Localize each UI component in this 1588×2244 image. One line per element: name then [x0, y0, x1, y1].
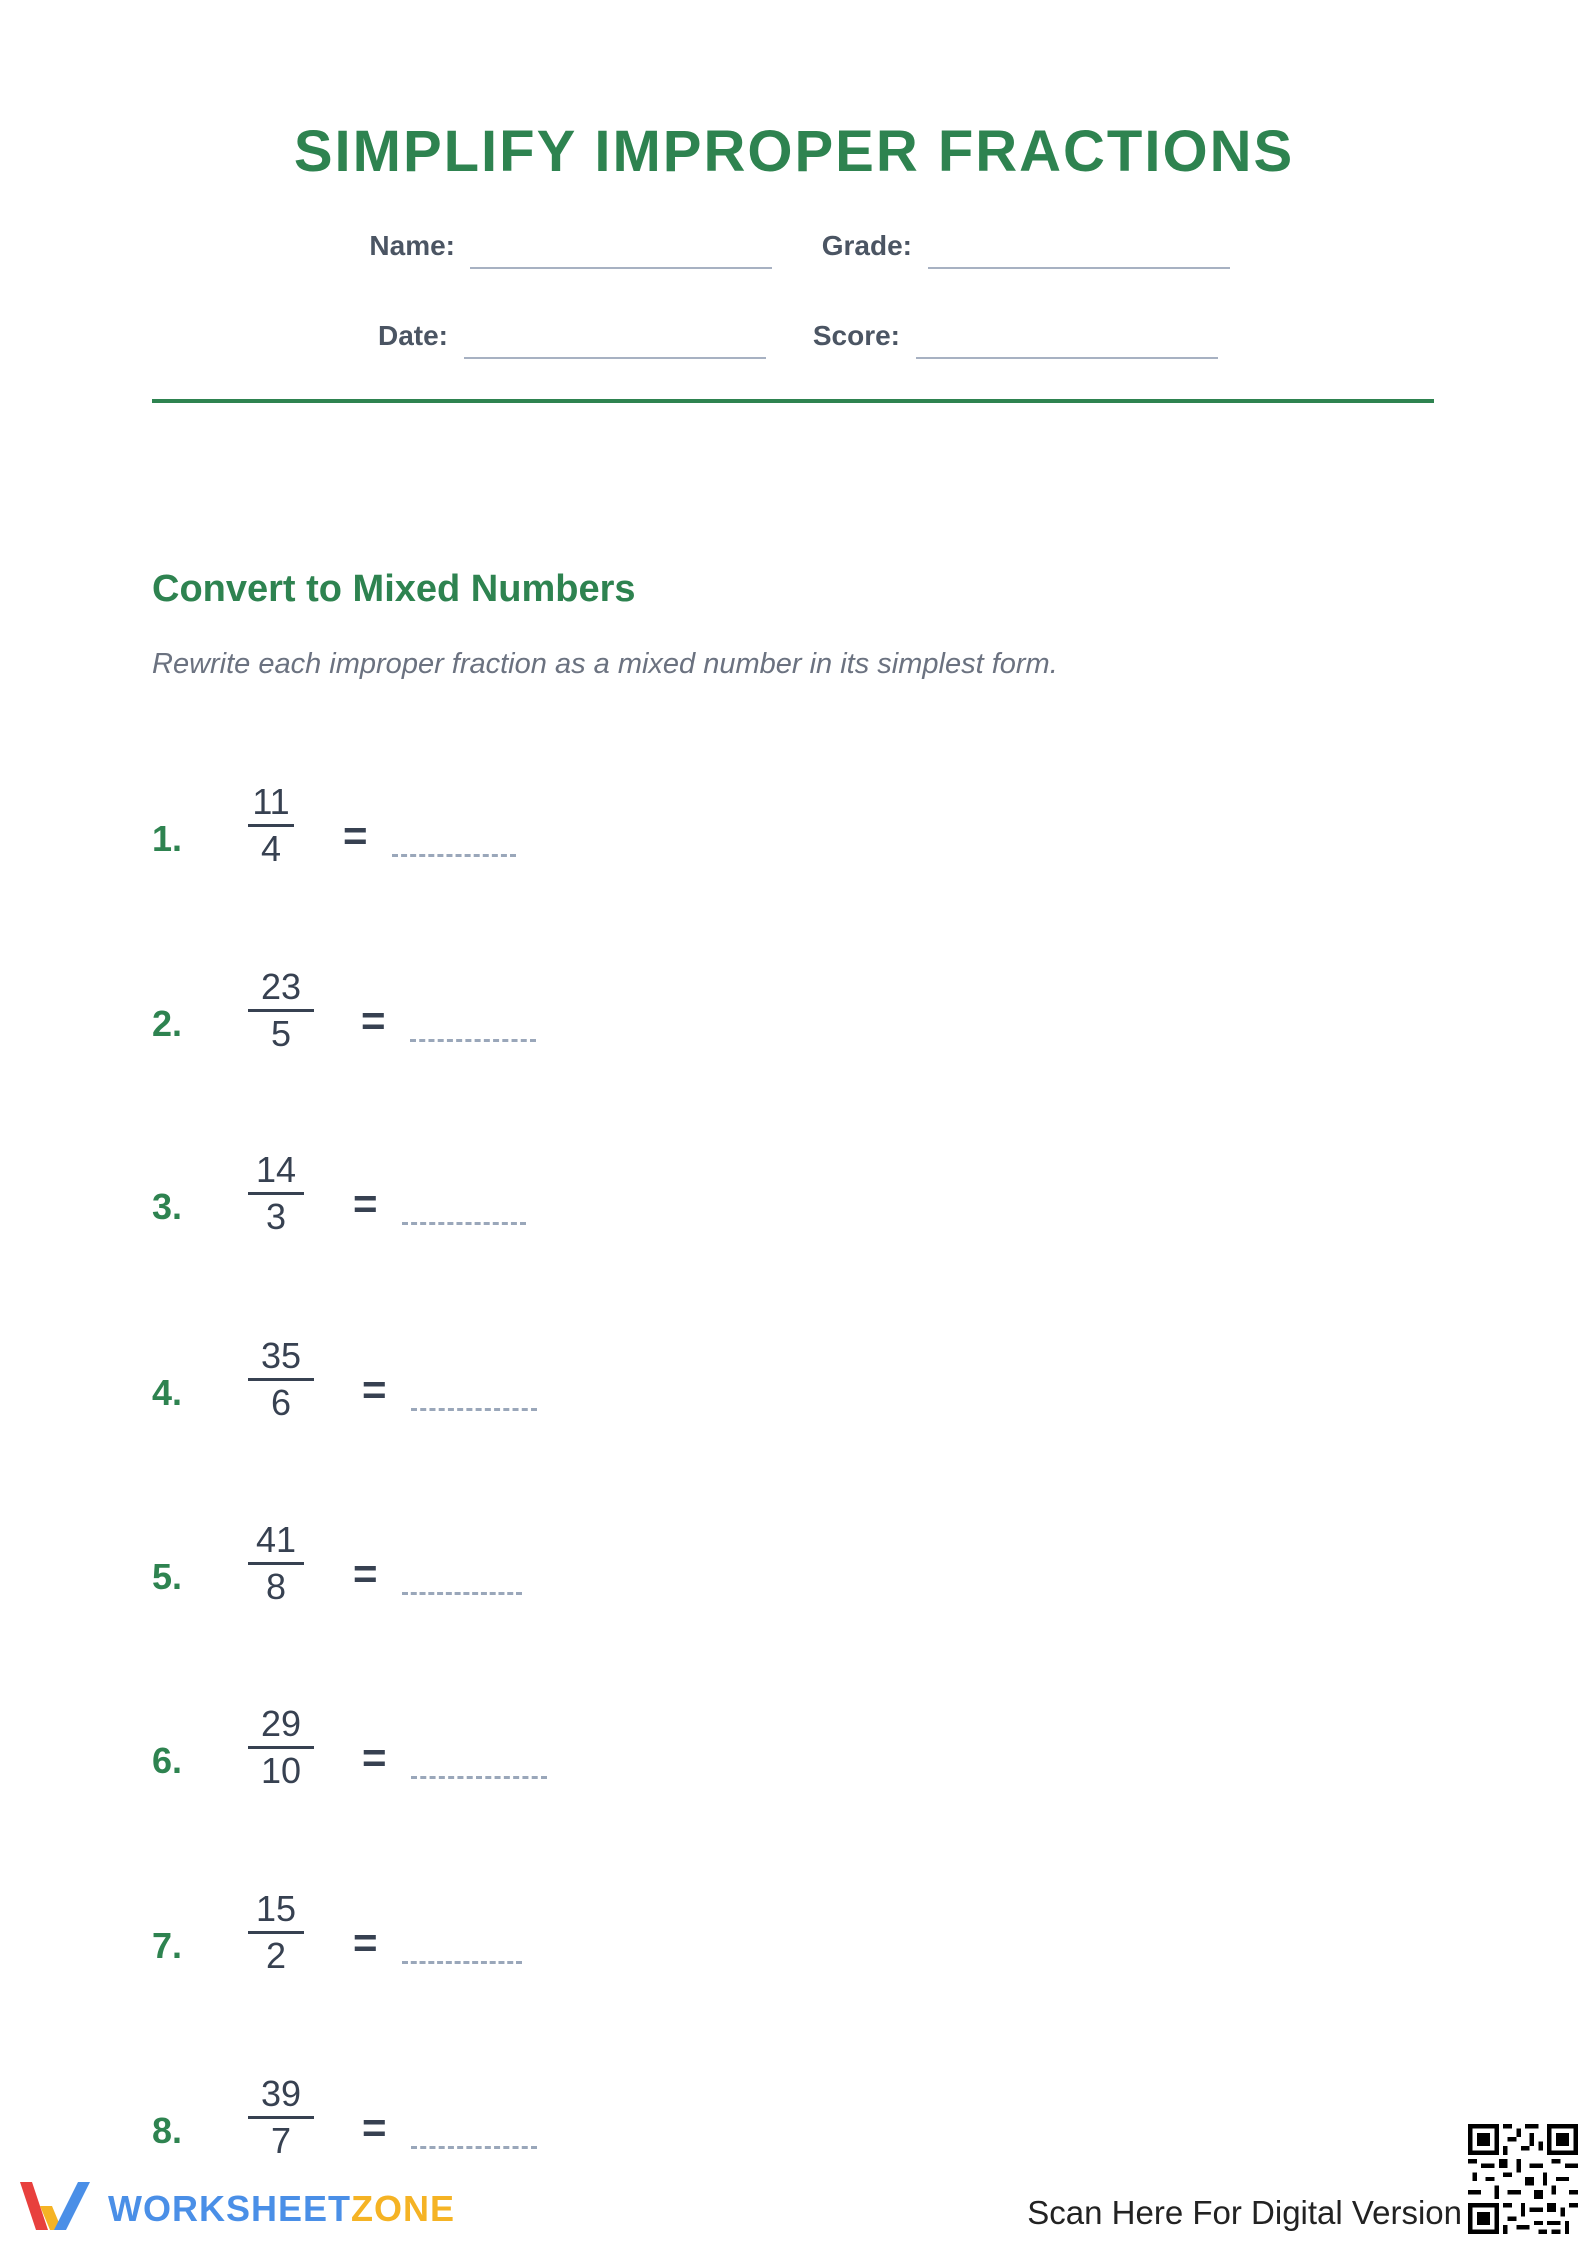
fraction — [248, 1150, 304, 1237]
problem-item — [0, 1150, 800, 1270]
numerator: 35 — [260, 1335, 302, 1376]
equals-sign: = — [353, 1550, 378, 1597]
answer-blank[interactable] — [411, 1776, 547, 1779]
fraction-bar — [248, 1562, 304, 1565]
problem-item — [0, 1336, 800, 1456]
brand-part2: ZONE — [351, 2188, 456, 2229]
brand-wordmark — [108, 2188, 455, 2230]
equals-sign: = — [362, 1366, 387, 1413]
score-label: Score: — [812, 320, 900, 351]
problem-number: 2. — [152, 1003, 183, 1044]
numerator: 23 — [260, 966, 302, 1007]
fraction-bar — [248, 1378, 314, 1381]
numerator: 39 — [260, 2073, 302, 2114]
numerator: 29 — [260, 1703, 302, 1744]
fraction-bar — [248, 2116, 314, 2119]
denominator: 8 — [265, 1566, 287, 1607]
name-label: Name: — [369, 230, 455, 261]
equals-sign: = — [353, 1180, 378, 1227]
problem-number: 7. — [152, 1925, 183, 1966]
denominator: 10 — [260, 1750, 302, 1791]
problem-number: 4. — [152, 1372, 183, 1413]
equals-sign: = — [362, 1734, 387, 1781]
equals-sign: = — [362, 2104, 387, 2151]
problem-item — [0, 1889, 800, 2009]
equals-sign: = — [343, 812, 368, 859]
answer-blank[interactable] — [411, 2146, 537, 2149]
section-instructions: Rewrite each improper fraction as a mixed number in its simplest form. — [152, 648, 1058, 680]
problem-number: 1. — [152, 818, 183, 859]
fraction-bar — [248, 1009, 314, 1012]
date-label-box — [300, 318, 448, 358]
fraction-bar — [248, 1746, 314, 1749]
answer-blank[interactable] — [402, 1592, 522, 1595]
numerator: 15 — [255, 1888, 297, 1929]
denominator: 5 — [270, 1013, 292, 1054]
fraction — [248, 1704, 314, 1791]
date-label: Date: — [377, 320, 448, 351]
numerator: 41 — [255, 1519, 297, 1560]
numerator: 11 — [252, 781, 290, 822]
answer-blank[interactable] — [402, 1961, 522, 1964]
grade-field[interactable] — [928, 267, 1230, 269]
denominator: 7 — [270, 2120, 292, 2161]
denominator: 6 — [270, 1382, 292, 1423]
score-label-box — [760, 318, 900, 358]
fraction-bar — [248, 1931, 304, 1934]
problem-item — [0, 1704, 800, 1824]
qr-code-icon[interactable] — [1468, 2124, 1578, 2234]
problem-item — [0, 1520, 800, 1640]
grade-label: Grade: — [821, 230, 912, 261]
fraction-bar — [248, 1192, 304, 1195]
problem-item — [0, 2074, 800, 2194]
header-divider — [152, 399, 1434, 403]
denominator: 2 — [265, 1935, 287, 1976]
fraction — [248, 967, 314, 1054]
score-field[interactable] — [916, 357, 1218, 359]
answer-blank[interactable] — [411, 1408, 537, 1411]
grade-label-box — [760, 228, 912, 268]
fraction-bar — [248, 824, 294, 827]
brand-part1: WORKSHEET — [108, 2188, 351, 2229]
fraction — [248, 1336, 314, 1423]
denominator: 4 — [260, 828, 282, 869]
problem-item — [0, 782, 800, 902]
problem-number: 5. — [152, 1556, 183, 1597]
name-label-box — [300, 228, 455, 268]
answer-blank[interactable] — [392, 854, 516, 857]
fraction — [248, 782, 294, 869]
answer-blank[interactable] — [410, 1039, 536, 1042]
problem-number: 3. — [152, 1186, 183, 1227]
scan-caption: Scan Here For Digital Version — [1027, 2194, 1462, 2231]
worksheetzone-logo-icon — [18, 2176, 98, 2236]
problem-number: 8. — [152, 2110, 183, 2151]
problem-number: 6. — [152, 1740, 183, 1781]
fraction — [248, 1520, 304, 1607]
date-field[interactable] — [464, 357, 766, 359]
answer-blank[interactable] — [402, 1222, 526, 1225]
section-title: Convert to Mixed Numbers — [152, 568, 636, 610]
equals-sign: = — [361, 997, 386, 1044]
fraction — [248, 2074, 314, 2161]
name-field[interactable] — [470, 267, 772, 269]
fraction — [248, 1889, 304, 1976]
problem-item — [0, 967, 800, 1087]
page-title: SIMPLIFY IMPROPER FRACTIONS — [293, 119, 1295, 184]
denominator: 3 — [265, 1196, 287, 1237]
equals-sign: = — [353, 1919, 378, 1966]
numerator: 14 — [255, 1149, 297, 1190]
